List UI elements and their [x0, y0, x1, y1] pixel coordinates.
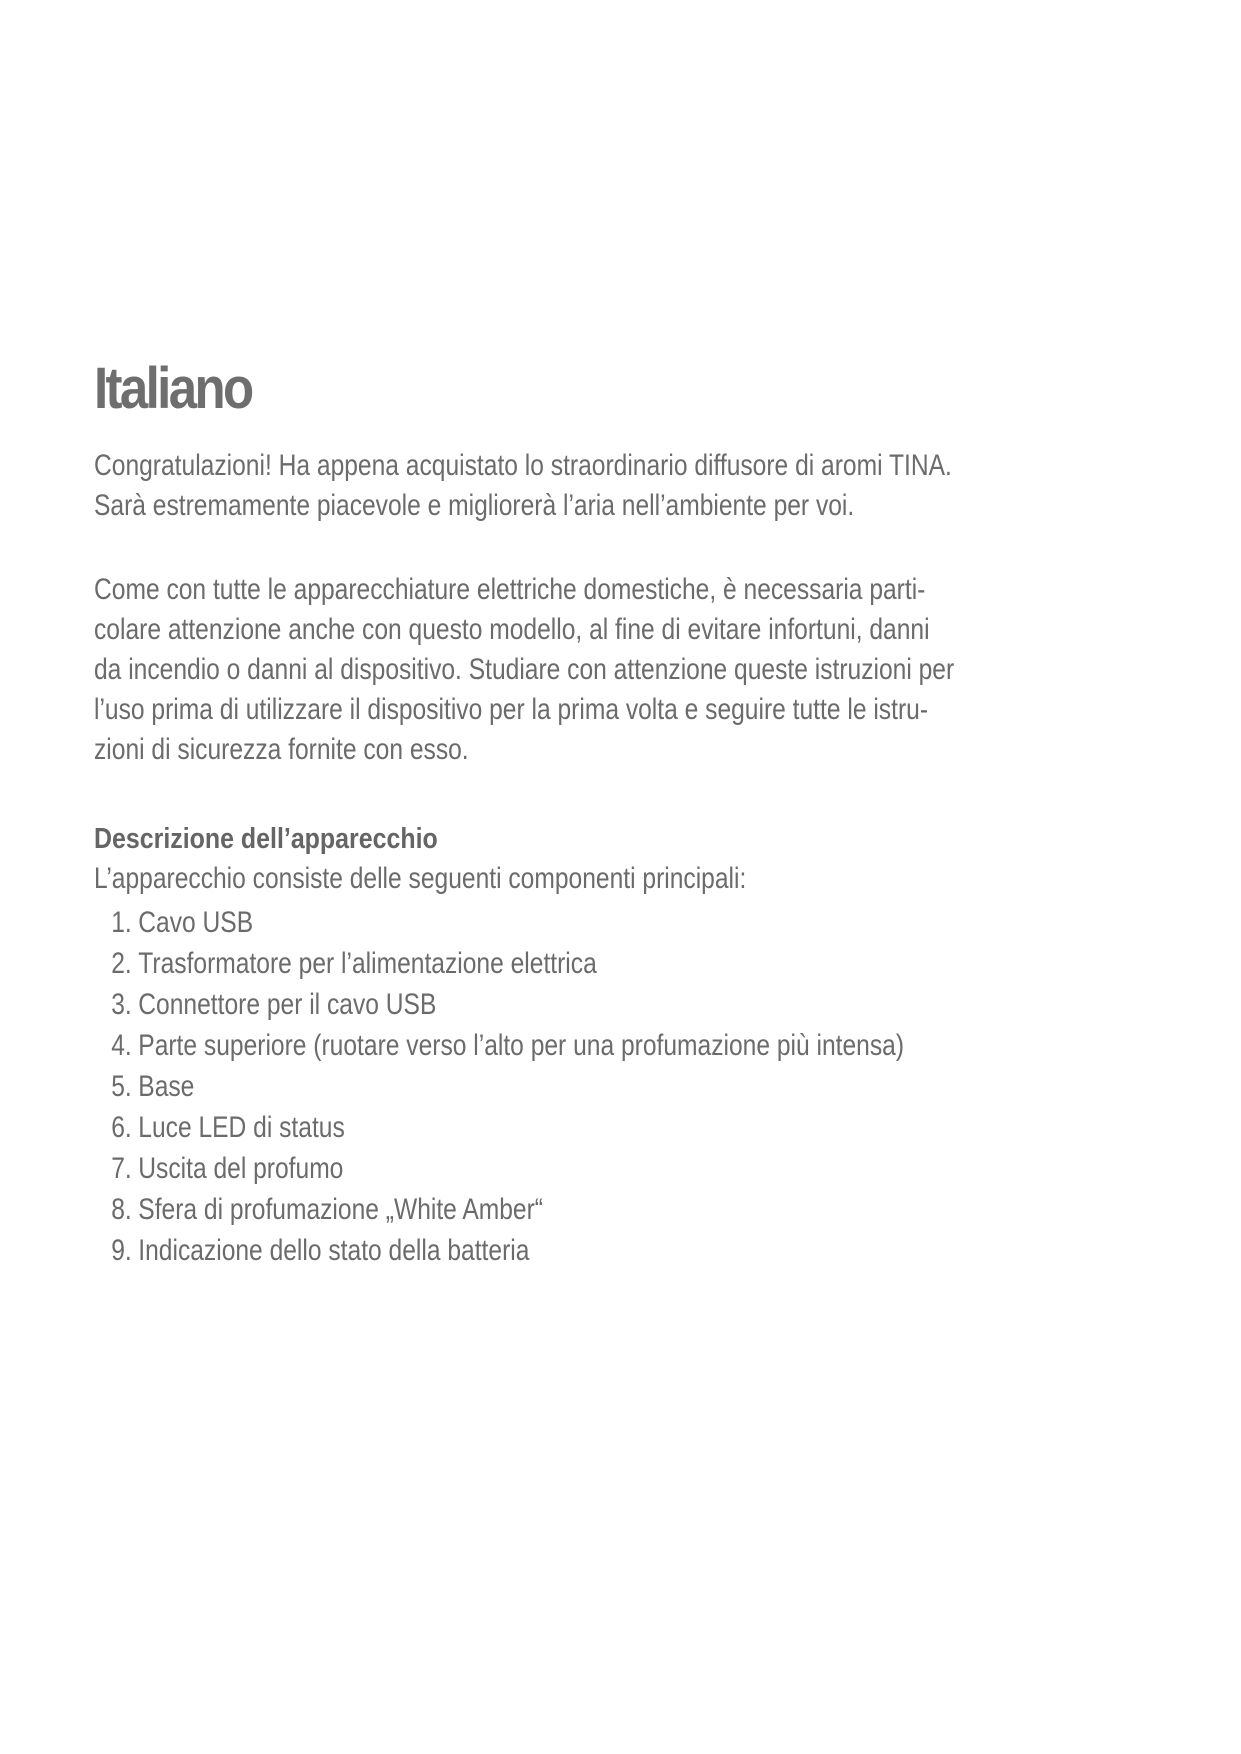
list-item-number: 1.	[111, 906, 132, 939]
list-item-number: 2.	[111, 947, 132, 980]
list-item	[94, 944, 1082, 985]
manual-page	[94, 0, 1094, 1754]
description-heading: Descrizione dell’apparecchio	[94, 823, 438, 855]
list-item	[94, 1149, 1082, 1190]
list-item-number: 3.	[111, 988, 132, 1021]
list-item-label: Trasformatore per l’alimentazione elettrica	[138, 947, 597, 980]
language-heading: Italiano	[94, 356, 252, 421]
list-item	[94, 1190, 1082, 1231]
intro-paragraph	[94, 446, 1140, 526]
safety-line: da incendio o danni al dispositivo. Studiare con attenzione queste istruzioni per	[94, 653, 955, 686]
list-item	[94, 1231, 1082, 1272]
list-item-number: 5.	[111, 1070, 132, 1103]
list-item-label: Uscita del profumo	[138, 1152, 344, 1185]
list-item-label: Indicazione dello stato della batteria	[138, 1234, 530, 1267]
list-item-number: 6.	[111, 1111, 132, 1144]
safety-paragraph	[94, 570, 1143, 770]
list-item	[94, 1108, 1082, 1149]
list-item	[94, 1026, 1082, 1067]
list-item-number: 7.	[111, 1152, 132, 1185]
list-item-label: Cavo USB	[138, 906, 254, 939]
list-item	[94, 985, 1082, 1026]
list-item-label: Connettore per il cavo USB	[138, 988, 437, 1021]
list-item-label: Luce LED di status	[138, 1111, 345, 1144]
safety-line: zioni di sicurezza fornite con esso.	[94, 733, 469, 766]
list-item-label: Sfera di profumazione „White Amber“	[138, 1193, 543, 1226]
list-item	[94, 1067, 1082, 1108]
intro-line: Congratulazioni! Ha appena acquistato lo straordinario diffusore di aromi TINA.	[94, 449, 952, 482]
list-item-label: Base	[138, 1070, 195, 1103]
list-item-number: 9.	[111, 1234, 132, 1267]
parts-list	[94, 903, 1082, 1272]
list-item-label: Parte superiore (ruotare verso l’alto per una profumazione più intensa)	[138, 1029, 905, 1062]
safety-line: colare attenzione anche con questo modello, al fine di evitare infortuni, danni	[94, 613, 930, 646]
list-item-number: 4.	[111, 1029, 132, 1062]
description-intro-text: L’apparecchio consiste delle seguenti componenti principali:	[94, 862, 747, 895]
description-intro	[94, 859, 890, 899]
safety-line: l’uso prima di utilizzare il dispositivo per la prima volta e seguire tutte le istru-	[94, 693, 929, 726]
safety-line: Come con tutte le apparecchiature elettriche domestiche, è necessaria parti-	[94, 573, 926, 606]
list-item-number: 8.	[111, 1193, 132, 1226]
list-item	[94, 903, 1082, 944]
intro-line: Sarà estremamente piacevole e migliorerà l’aria nell’ambiente per voi.	[94, 489, 855, 522]
